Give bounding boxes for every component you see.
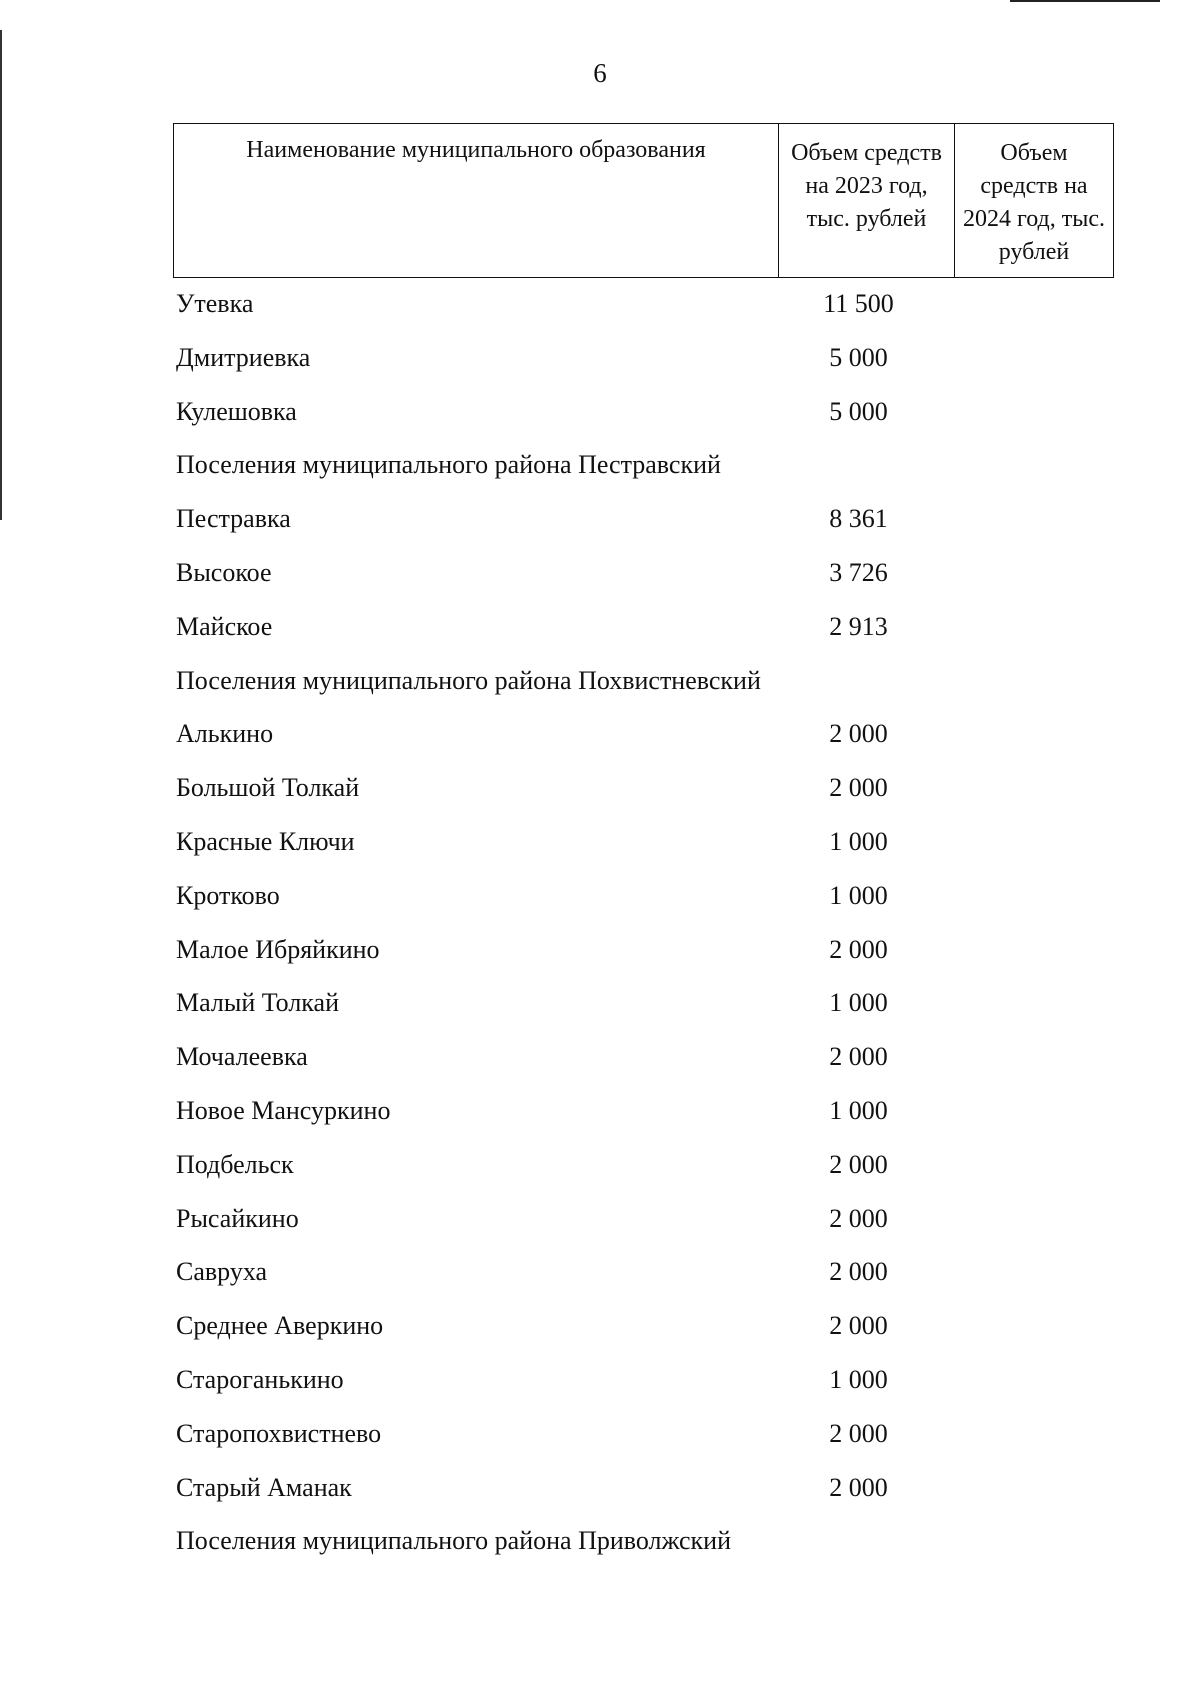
volume-2023-value: 2 000 <box>829 934 888 964</box>
table-row <box>176 1030 1106 1084</box>
table-row <box>176 331 1106 385</box>
district-group-label: Поселения муниципального района Приволжский <box>176 1526 732 1556</box>
table-row <box>176 923 1106 977</box>
table-row <box>176 277 1106 331</box>
header-municipality-name: Наименование муниципального образования <box>174 124 779 278</box>
table-row <box>176 1084 1106 1138</box>
municipality-name: Старопохвистнево <box>176 1418 382 1448</box>
budget-table-header <box>173 123 1114 278</box>
volume-2023-value: 3 726 <box>829 557 888 587</box>
table-row <box>176 546 1106 600</box>
volume-2023-value: 2 000 <box>829 1042 888 1072</box>
municipality-name: Майское <box>176 611 273 641</box>
municipality-name: Кротково <box>176 880 280 910</box>
table-row <box>176 707 1106 761</box>
municipality-name: Высокое <box>176 557 272 587</box>
group-heading-row <box>176 654 1106 708</box>
volume-2023-value: 11 500 <box>823 289 894 318</box>
municipality-name: Рысайкино <box>176 1203 299 1233</box>
municipality-name: Подбельск <box>176 1149 294 1179</box>
table-row <box>176 761 1106 815</box>
volume-2023-value: 1 000 <box>829 1095 888 1125</box>
municipality-name: Савруха <box>176 1257 268 1287</box>
table-row <box>176 1353 1106 1407</box>
volume-2023-value: 2 000 <box>829 1257 888 1287</box>
municipality-name: Кулешовка <box>176 396 297 426</box>
header-volume-2024: Объем средств на 2024 год, тыс. рублей <box>955 124 1114 278</box>
table-row <box>176 600 1106 654</box>
volume-2023-value: 2 000 <box>829 719 888 749</box>
table-row <box>176 1299 1106 1353</box>
top-rule <box>1010 0 1160 2</box>
table-row <box>176 492 1106 546</box>
volume-2023-value: 5 000 <box>829 396 888 426</box>
volume-2023-value: 1 000 <box>829 826 888 856</box>
budget-table-body <box>176 277 1106 1568</box>
table-row <box>176 869 1106 923</box>
table-row <box>176 1138 1106 1192</box>
volume-2023-value: 2 000 <box>829 1203 888 1233</box>
municipality-name: Малый Толкай <box>176 988 339 1018</box>
volume-2023-value: 5 000 <box>829 342 888 372</box>
table-row <box>176 1407 1106 1461</box>
volume-2023-value: 2 000 <box>829 1311 888 1341</box>
table-row <box>176 385 1106 439</box>
volume-2023-value: 1 000 <box>829 1364 888 1394</box>
municipality-name: Дмитриевка <box>176 342 311 372</box>
municipality-name: Пестравка <box>176 504 291 534</box>
volume-2023-value: 2 000 <box>829 1149 888 1179</box>
municipality-name: Красные Ключи <box>176 826 355 856</box>
volume-2023-value: 1 000 <box>829 988 888 1018</box>
volume-2023-value: 1 000 <box>829 880 888 910</box>
municipality-name: Малое Ибряйкино <box>176 934 380 964</box>
municipality-name: Алькино <box>176 719 274 749</box>
municipality-name: Большой Толкай <box>176 773 360 803</box>
volume-2023-value: 8 361 <box>829 504 888 534</box>
municipality-name: Утевка <box>176 289 254 318</box>
table-row <box>176 815 1106 869</box>
header-volume-2023: Объем средств на 2023 год, тыс. рублей <box>779 124 955 278</box>
group-heading-row <box>176 438 1106 492</box>
group-heading-row <box>176 1514 1106 1568</box>
volume-2023-value: 2 000 <box>829 773 888 803</box>
page-number: 6 <box>593 58 607 88</box>
municipality-name: Старый Аманак <box>176 1472 352 1502</box>
district-group-label: Поселения муниципального района Пестравский <box>176 450 721 480</box>
table-row <box>176 976 1106 1030</box>
volume-2023-value: 2 000 <box>829 1472 888 1502</box>
municipality-name: Мочалеевка <box>176 1042 308 1072</box>
volume-2023-value: 2 913 <box>829 611 888 641</box>
table-row <box>176 1245 1106 1299</box>
table-row <box>176 1461 1106 1515</box>
scan-edge-line <box>0 30 2 520</box>
header-row <box>174 124 1114 278</box>
municipality-name: Новое Мансуркино <box>176 1095 391 1125</box>
volume-2023-value: 2 000 <box>829 1418 888 1448</box>
table-row <box>176 1192 1106 1246</box>
municipality-name: Староганькино <box>176 1364 344 1394</box>
municipality-name: Среднее Аверкино <box>176 1311 384 1341</box>
district-group-label: Поселения муниципального района Похвистневский <box>176 665 761 695</box>
